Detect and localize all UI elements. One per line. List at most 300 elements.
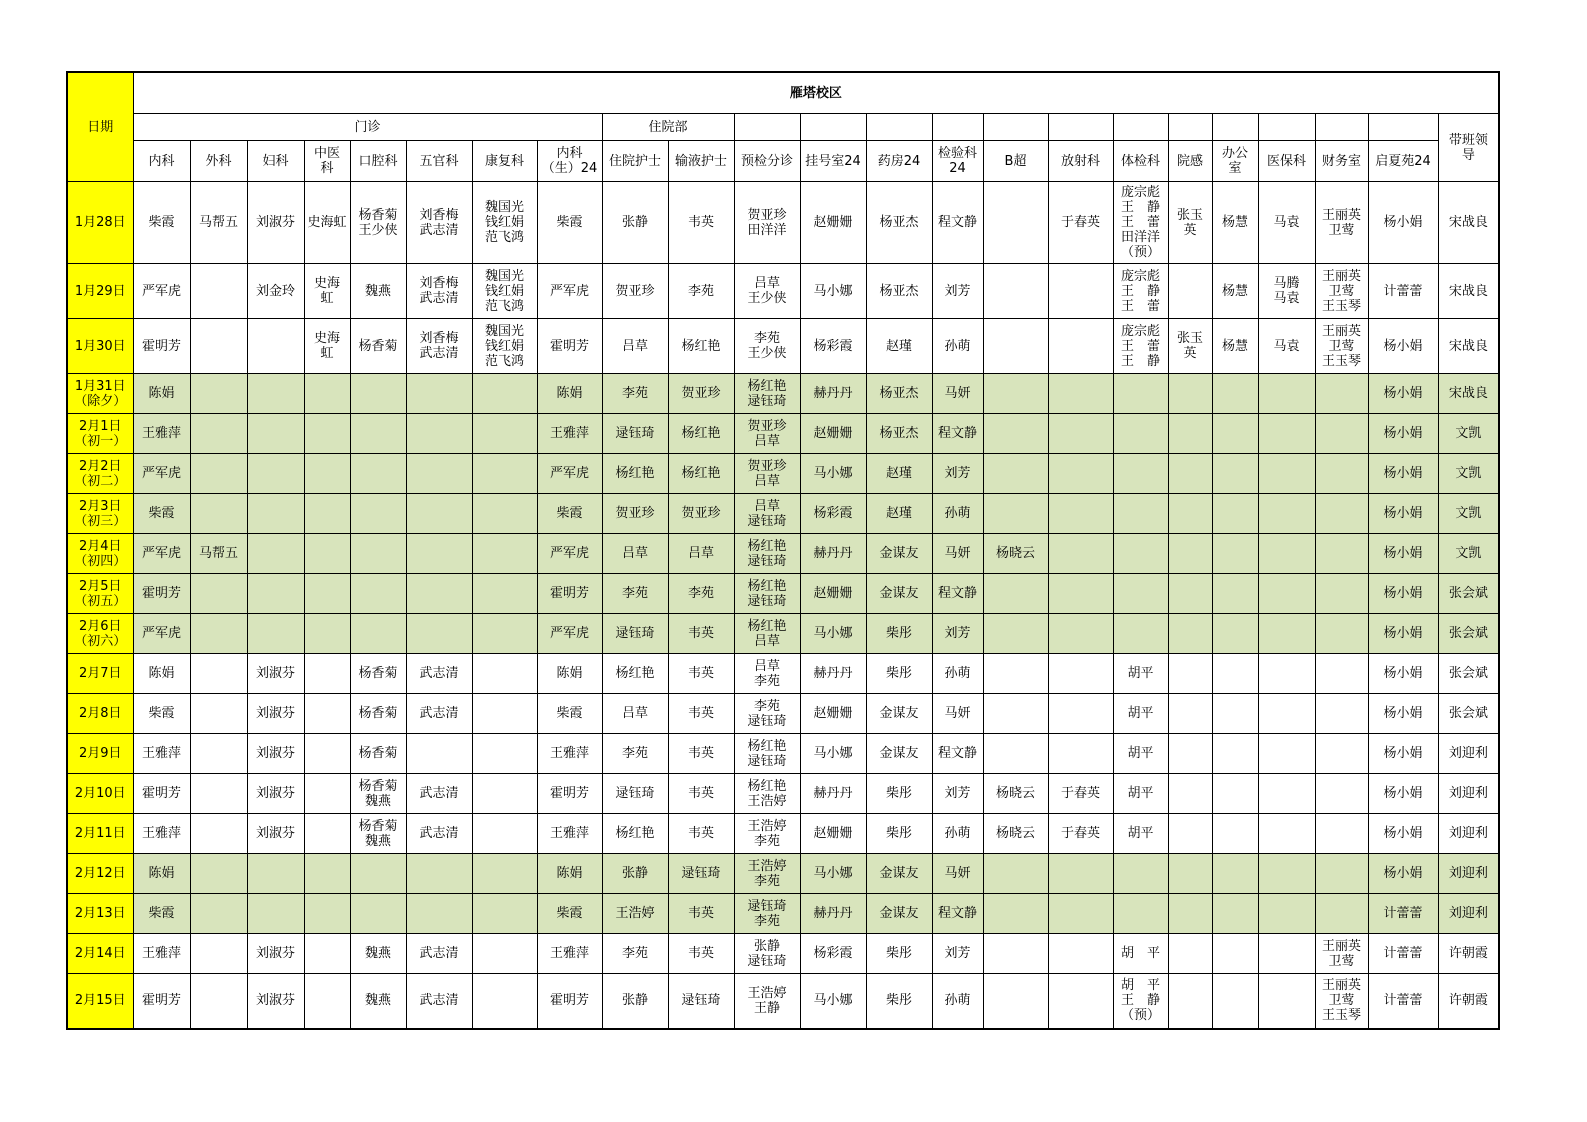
duty-cell <box>190 854 247 894</box>
duty-cell: 于春英 <box>1048 814 1113 854</box>
duty-cell <box>1168 934 1212 974</box>
duty-cell <box>1113 574 1168 614</box>
duty-cell: 张玉 英 <box>1168 319 1212 374</box>
duty-cell: 逯钰琦 <box>668 854 734 894</box>
department-header: 康复科 <box>472 141 537 182</box>
duty-cell <box>247 319 304 374</box>
duty-cell <box>1168 854 1212 894</box>
duty-cell <box>190 654 247 694</box>
duty-cell <box>1168 374 1212 414</box>
duty-cell <box>350 854 406 894</box>
duty-cell: 胡平 <box>1113 694 1168 734</box>
duty-cell <box>1048 654 1113 694</box>
duty-cell: 许朝霞 <box>1438 974 1499 1029</box>
duty-cell: 柴霞 <box>133 182 190 264</box>
duty-cell: 魏国光 钱红娟 范飞鸿 <box>472 264 537 319</box>
duty-cell: 杨亚杰 <box>866 264 932 319</box>
duty-cell <box>1315 694 1368 734</box>
duty-cell <box>1048 854 1113 894</box>
duty-cell <box>983 374 1048 414</box>
duty-cell: 贺亚珍 <box>602 264 668 319</box>
duty-cell: 刘香梅 武志清 <box>406 264 472 319</box>
duty-cell <box>983 454 1048 494</box>
duty-cell <box>1315 774 1368 814</box>
duty-cell: 王浩婷 李苑 <box>734 854 800 894</box>
duty-cell <box>1048 319 1113 374</box>
duty-cell: 柴霞 <box>537 182 602 264</box>
duty-cell <box>406 414 472 454</box>
duty-cell: 李苑 <box>668 574 734 614</box>
department-header: 药房24 <box>866 141 932 182</box>
duty-cell: 杨小娟 <box>1368 734 1438 774</box>
duty-cell: 杨香菊 魏燕 <box>350 814 406 854</box>
duty-cell <box>1315 374 1368 414</box>
duty-cell: 马小娜 <box>800 854 866 894</box>
duty-cell: 宋战良 <box>1438 374 1499 414</box>
duty-cell: 杨晓云 <box>983 534 1048 574</box>
group-header <box>866 114 932 141</box>
duty-cell: 计蕾蕾 <box>1368 974 1438 1029</box>
duty-cell <box>190 374 247 414</box>
duty-cell <box>304 574 350 614</box>
duty-cell: 宋战良 <box>1438 264 1499 319</box>
duty-cell <box>1315 454 1368 494</box>
duty-cell: 杨香菊 魏燕 <box>350 774 406 814</box>
duty-cell: 赫丹丹 <box>800 654 866 694</box>
duty-cell: 王雅萍 <box>133 414 190 454</box>
duty-cell: 王雅萍 <box>133 934 190 974</box>
duty-cell: 马小娜 <box>800 614 866 654</box>
duty-cell <box>472 974 537 1029</box>
duty-cell: 胡平 <box>1113 774 1168 814</box>
duty-cell <box>983 894 1048 934</box>
duty-cell <box>983 574 1048 614</box>
department-header: 放射科 <box>1048 141 1113 182</box>
duty-cell: 霍明芳 <box>537 319 602 374</box>
duty-cell: 杨红艳 <box>668 454 734 494</box>
duty-cell <box>304 894 350 934</box>
schedule-row <box>67 654 1499 694</box>
department-header: 院感 <box>1168 141 1212 182</box>
duty-cell: 计蕾蕾 <box>1368 894 1438 934</box>
duty-cell: 严军虎 <box>133 534 190 574</box>
date-column-header: 日期 <box>67 72 133 182</box>
duty-cell <box>247 494 304 534</box>
schedule-row <box>67 734 1499 774</box>
department-header-row <box>67 141 1499 182</box>
duty-cell: 赫丹丹 <box>800 534 866 574</box>
duty-cell: 庞宗彪 王 蕾 王 静 <box>1113 319 1168 374</box>
duty-cell <box>304 774 350 814</box>
duty-cell <box>190 454 247 494</box>
date-cell: 2月12日 <box>67 854 133 894</box>
duty-cell: 霍明芳 <box>537 574 602 614</box>
duty-cell <box>1315 734 1368 774</box>
group-header: 门诊 <box>133 114 602 141</box>
schedule-row <box>67 454 1499 494</box>
duty-cell <box>1168 814 1212 854</box>
duty-cell <box>190 974 247 1029</box>
duty-cell: 韦英 <box>668 614 734 654</box>
duty-cell: 刘芳 <box>932 774 983 814</box>
duty-cell <box>1212 694 1258 734</box>
duty-cell: 王雅萍 <box>537 814 602 854</box>
department-header: 中医 科 <box>304 141 350 182</box>
duty-cell: 金谋友 <box>866 534 932 574</box>
duty-cell: 魏国光 钱红娟 范飞鸿 <box>472 182 537 264</box>
duty-cell <box>472 494 537 534</box>
duty-cell: 赵姗姗 <box>800 182 866 264</box>
duty-cell <box>1113 854 1168 894</box>
duty-cell: 许朝霞 <box>1438 934 1499 974</box>
duty-cell: 刘迎利 <box>1438 734 1499 774</box>
duty-cell: 刘芳 <box>932 454 983 494</box>
duty-cell <box>1315 414 1368 454</box>
duty-cell <box>472 534 537 574</box>
duty-cell: 杨红艳 <box>602 654 668 694</box>
duty-cell <box>406 734 472 774</box>
duty-cell <box>350 494 406 534</box>
duty-cell: 刘淑芬 <box>247 934 304 974</box>
duty-cell: 赵姗姗 <box>800 814 866 854</box>
duty-cell: 金谋友 <box>866 734 932 774</box>
duty-cell: 李苑 王少侠 <box>734 319 800 374</box>
duty-cell: 逯钰琦 李苑 <box>734 894 800 934</box>
duty-cell: 魏国光 钱红娟 范飞鸿 <box>472 319 537 374</box>
duty-cell: 孙萌 <box>932 494 983 534</box>
duty-cell: 王雅萍 <box>133 814 190 854</box>
schedule-row <box>67 494 1499 534</box>
duty-cell: 马小娜 <box>800 734 866 774</box>
duty-cell <box>190 734 247 774</box>
department-header: 办公 室 <box>1212 141 1258 182</box>
department-header: 输液护士 <box>668 141 734 182</box>
date-cell: 2月15日 <box>67 974 133 1029</box>
duty-cell <box>983 494 1048 534</box>
duty-cell <box>1168 454 1212 494</box>
duty-cell <box>1048 974 1113 1029</box>
schedule-row <box>67 814 1499 854</box>
title-row <box>67 72 1499 114</box>
duty-cell <box>406 494 472 534</box>
duty-cell: 杨小娟 <box>1368 454 1438 494</box>
department-header: 内科 <box>133 141 190 182</box>
duty-cell: 柴霞 <box>133 494 190 534</box>
duty-cell: 程文静 <box>932 182 983 264</box>
group-header: 住院部 <box>602 114 734 141</box>
duty-cell: 金谋友 <box>866 894 932 934</box>
duty-cell <box>1212 934 1258 974</box>
duty-cell <box>190 494 247 534</box>
duty-cell: 刘迎利 <box>1438 894 1499 934</box>
duty-cell <box>1048 934 1113 974</box>
duty-cell <box>1212 614 1258 654</box>
duty-cell: 贺亚珍 吕草 <box>734 414 800 454</box>
duty-cell: 庞宗彪 王 静 王 蕾 <box>1113 264 1168 319</box>
duty-cell: 孙萌 <box>932 654 983 694</box>
duty-cell <box>1258 974 1315 1029</box>
duty-cell <box>472 614 537 654</box>
date-cell: 2月2日 （初二） <box>67 454 133 494</box>
schedule-row <box>67 894 1499 934</box>
date-cell: 2月13日 <box>67 894 133 934</box>
duty-cell <box>350 894 406 934</box>
schedule-row <box>67 934 1499 974</box>
duty-cell: 严军虎 <box>537 534 602 574</box>
duty-cell: 马妍 <box>932 694 983 734</box>
duty-cell <box>1048 414 1113 454</box>
duty-cell: 霍明芳 <box>133 574 190 614</box>
duty-cell: 王浩婷 王静 <box>734 974 800 1029</box>
duty-cell: 马腾 马袁 <box>1258 264 1315 319</box>
duty-cell: 程文静 <box>932 574 983 614</box>
duty-cell: 韦英 <box>668 734 734 774</box>
duty-cell <box>304 454 350 494</box>
duty-cell <box>190 264 247 319</box>
date-cell: 2月1日 （初一） <box>67 414 133 454</box>
duty-cell <box>1113 494 1168 534</box>
duty-cell: 贺亚珍 <box>668 374 734 414</box>
duty-cell <box>190 574 247 614</box>
date-cell: 2月14日 <box>67 934 133 974</box>
duty-cell: 杨香菊 <box>350 734 406 774</box>
duty-cell <box>472 574 537 614</box>
duty-cell: 计蕾蕾 <box>1368 934 1438 974</box>
duty-cell: 刘淑芬 <box>247 182 304 264</box>
duty-cell <box>983 694 1048 734</box>
duty-cell <box>304 654 350 694</box>
duty-cell <box>1168 654 1212 694</box>
duty-cell: 王雅萍 <box>537 734 602 774</box>
duty-cell <box>350 534 406 574</box>
duty-cell <box>1168 974 1212 1029</box>
duty-cell <box>190 894 247 934</box>
duty-cell: 王雅萍 <box>133 734 190 774</box>
duty-cell: 王丽英 卫莺 王玉琴 <box>1315 264 1368 319</box>
duty-cell <box>1168 614 1212 654</box>
schedule-row <box>67 374 1499 414</box>
duty-cell: 杨亚杰 <box>866 374 932 414</box>
duty-cell <box>1113 414 1168 454</box>
duty-cell <box>1048 374 1113 414</box>
duty-cell <box>1212 974 1258 1029</box>
date-cell: 2月8日 <box>67 694 133 734</box>
duty-cell: 杨小娟 <box>1368 854 1438 894</box>
duty-cell: 杨小娟 <box>1368 494 1438 534</box>
group-header <box>734 114 800 141</box>
duty-cell: 马袁 <box>1258 319 1315 374</box>
duty-cell: 韦英 <box>668 934 734 974</box>
duty-cell: 武志清 <box>406 934 472 974</box>
duty-cell <box>1212 374 1258 414</box>
duty-cell: 魏燕 <box>350 974 406 1029</box>
duty-cell: 吕草 李苑 <box>734 654 800 694</box>
duty-cell: 文凯 <box>1438 534 1499 574</box>
duty-cell: 史海 虹 <box>304 264 350 319</box>
duty-cell: 张静 <box>602 182 668 264</box>
date-cell: 2月4日 （初四） <box>67 534 133 574</box>
duty-cell <box>983 319 1048 374</box>
duty-cell <box>1212 654 1258 694</box>
duty-cell: 霍明芳 <box>133 319 190 374</box>
duty-cell <box>1258 814 1315 854</box>
duty-cell: 杨彩霞 <box>800 494 866 534</box>
duty-cell <box>1048 694 1113 734</box>
duty-cell: 胡平 <box>1113 654 1168 694</box>
duty-cell: 逯钰琦 <box>668 974 734 1029</box>
duty-cell <box>190 814 247 854</box>
duty-cell <box>472 854 537 894</box>
duty-cell: 赵瑾 <box>866 494 932 534</box>
duty-cell <box>1168 264 1212 319</box>
duty-cell <box>1315 574 1368 614</box>
schedule-row <box>67 854 1499 894</box>
duty-cell <box>304 694 350 734</box>
duty-cell: 韦英 <box>668 814 734 854</box>
duty-cell <box>304 534 350 574</box>
duty-cell: 吕草 王少侠 <box>734 264 800 319</box>
duty-cell: 杨小娟 <box>1368 319 1438 374</box>
duty-cell <box>983 414 1048 454</box>
duty-cell: 魏燕 <box>350 264 406 319</box>
duty-cell: 张静 逯钰琦 <box>734 934 800 974</box>
duty-cell: 杨晓云 <box>983 774 1048 814</box>
duty-cell: 杨亚杰 <box>866 182 932 264</box>
duty-cell: 孙萌 <box>932 814 983 854</box>
duty-cell: 柴霞 <box>537 494 602 534</box>
duty-cell: 武志清 <box>406 774 472 814</box>
duty-cell: 金谋友 <box>866 854 932 894</box>
duty-cell: 金谋友 <box>866 694 932 734</box>
duty-cell: 霍明芳 <box>537 774 602 814</box>
group-header <box>1168 114 1212 141</box>
duty-cell <box>304 414 350 454</box>
duty-cell <box>1258 374 1315 414</box>
date-cell: 2月7日 <box>67 654 133 694</box>
duty-cell <box>1258 534 1315 574</box>
duty-cell <box>350 614 406 654</box>
duty-cell: 杨小娟 <box>1368 694 1438 734</box>
duty-cell <box>472 654 537 694</box>
duty-cell: 王雅萍 <box>537 934 602 974</box>
duty-cell: 刘芳 <box>932 614 983 654</box>
group-header-row <box>67 114 1499 141</box>
group-header <box>932 114 983 141</box>
duty-cell: 陈娟 <box>133 654 190 694</box>
duty-cell: 赵姗姗 <box>800 694 866 734</box>
duty-cell: 马小娜 <box>800 454 866 494</box>
schedule-row <box>67 974 1499 1029</box>
department-header: 检验科 24 <box>932 141 983 182</box>
duty-cell: 韦英 <box>668 182 734 264</box>
duty-cell <box>406 534 472 574</box>
duty-cell <box>190 774 247 814</box>
date-cell: 2月5日 （初五） <box>67 574 133 614</box>
duty-cell: 马妍 <box>932 534 983 574</box>
date-cell: 1月30日 <box>67 319 133 374</box>
duty-cell: 杨红艳 逯钰琦 <box>734 574 800 614</box>
department-header: 挂号室24 <box>800 141 866 182</box>
duty-cell <box>190 614 247 654</box>
duty-cell: 逯钰琦 <box>602 774 668 814</box>
duty-cell <box>1113 614 1168 654</box>
duty-cell: 杨彩霞 <box>800 934 866 974</box>
duty-cell: 贺亚珍 <box>602 494 668 534</box>
duty-cell <box>247 414 304 454</box>
duty-cell: 陈娟 <box>133 854 190 894</box>
group-header <box>1315 114 1368 141</box>
duty-cell <box>247 854 304 894</box>
duty-cell <box>350 454 406 494</box>
duty-cell <box>1212 494 1258 534</box>
duty-cell <box>350 574 406 614</box>
duty-cell <box>1315 654 1368 694</box>
duty-cell <box>1113 894 1168 934</box>
schedule-row <box>67 414 1499 454</box>
duty-cell: 贺亚珍 田洋洋 <box>734 182 800 264</box>
duty-cell: 杨小娟 <box>1368 374 1438 414</box>
schedule-row <box>67 574 1499 614</box>
duty-cell: 刘迎利 <box>1438 854 1499 894</box>
duty-cell <box>247 374 304 414</box>
duty-cell <box>350 374 406 414</box>
duty-cell: 陈娟 <box>133 374 190 414</box>
duty-cell: 武志清 <box>406 694 472 734</box>
duty-cell <box>1258 934 1315 974</box>
duty-cell: 张玉 英 <box>1168 182 1212 264</box>
duty-cell <box>304 374 350 414</box>
duty-cell: 李苑 <box>602 934 668 974</box>
duty-cell <box>983 934 1048 974</box>
duty-cell <box>304 614 350 654</box>
duty-cell: 柴霞 <box>537 894 602 934</box>
duty-cell: 霍明芳 <box>133 974 190 1029</box>
duty-cell: 吕草 <box>602 534 668 574</box>
duty-cell: 马袁 <box>1258 182 1315 264</box>
duty-cell <box>304 814 350 854</box>
duty-cell: 金谋友 <box>866 574 932 614</box>
duty-cell <box>1048 264 1113 319</box>
duty-cell: 赫丹丹 <box>800 374 866 414</box>
duty-cell <box>304 494 350 534</box>
duty-cell: 胡平 <box>1113 814 1168 854</box>
duty-cell <box>190 934 247 974</box>
duty-cell <box>1258 654 1315 694</box>
duty-cell: 孙萌 <box>932 319 983 374</box>
duty-cell: 吕草 逯钰琦 <box>734 494 800 534</box>
department-header: 内科 （生）24 <box>537 141 602 182</box>
schedule-row <box>67 614 1499 654</box>
duty-cell <box>247 574 304 614</box>
duty-cell: 武志清 <box>406 974 472 1029</box>
duty-cell: 贺亚珍 <box>668 494 734 534</box>
duty-cell <box>1048 574 1113 614</box>
duty-cell <box>1113 534 1168 574</box>
date-cell: 2月10日 <box>67 774 133 814</box>
duty-cell <box>472 414 537 454</box>
duty-cell <box>1315 894 1368 934</box>
duty-cell <box>1212 734 1258 774</box>
duty-cell <box>1048 734 1113 774</box>
duty-cell <box>1212 894 1258 934</box>
duty-cell <box>247 534 304 574</box>
duty-cell: 柴霞 <box>133 894 190 934</box>
duty-cell: 吕草 <box>602 694 668 734</box>
duty-cell: 赵姗姗 <box>800 574 866 614</box>
duty-cell <box>247 894 304 934</box>
duty-cell: 赵瑾 <box>866 319 932 374</box>
duty-cell: 陈娟 <box>537 654 602 694</box>
